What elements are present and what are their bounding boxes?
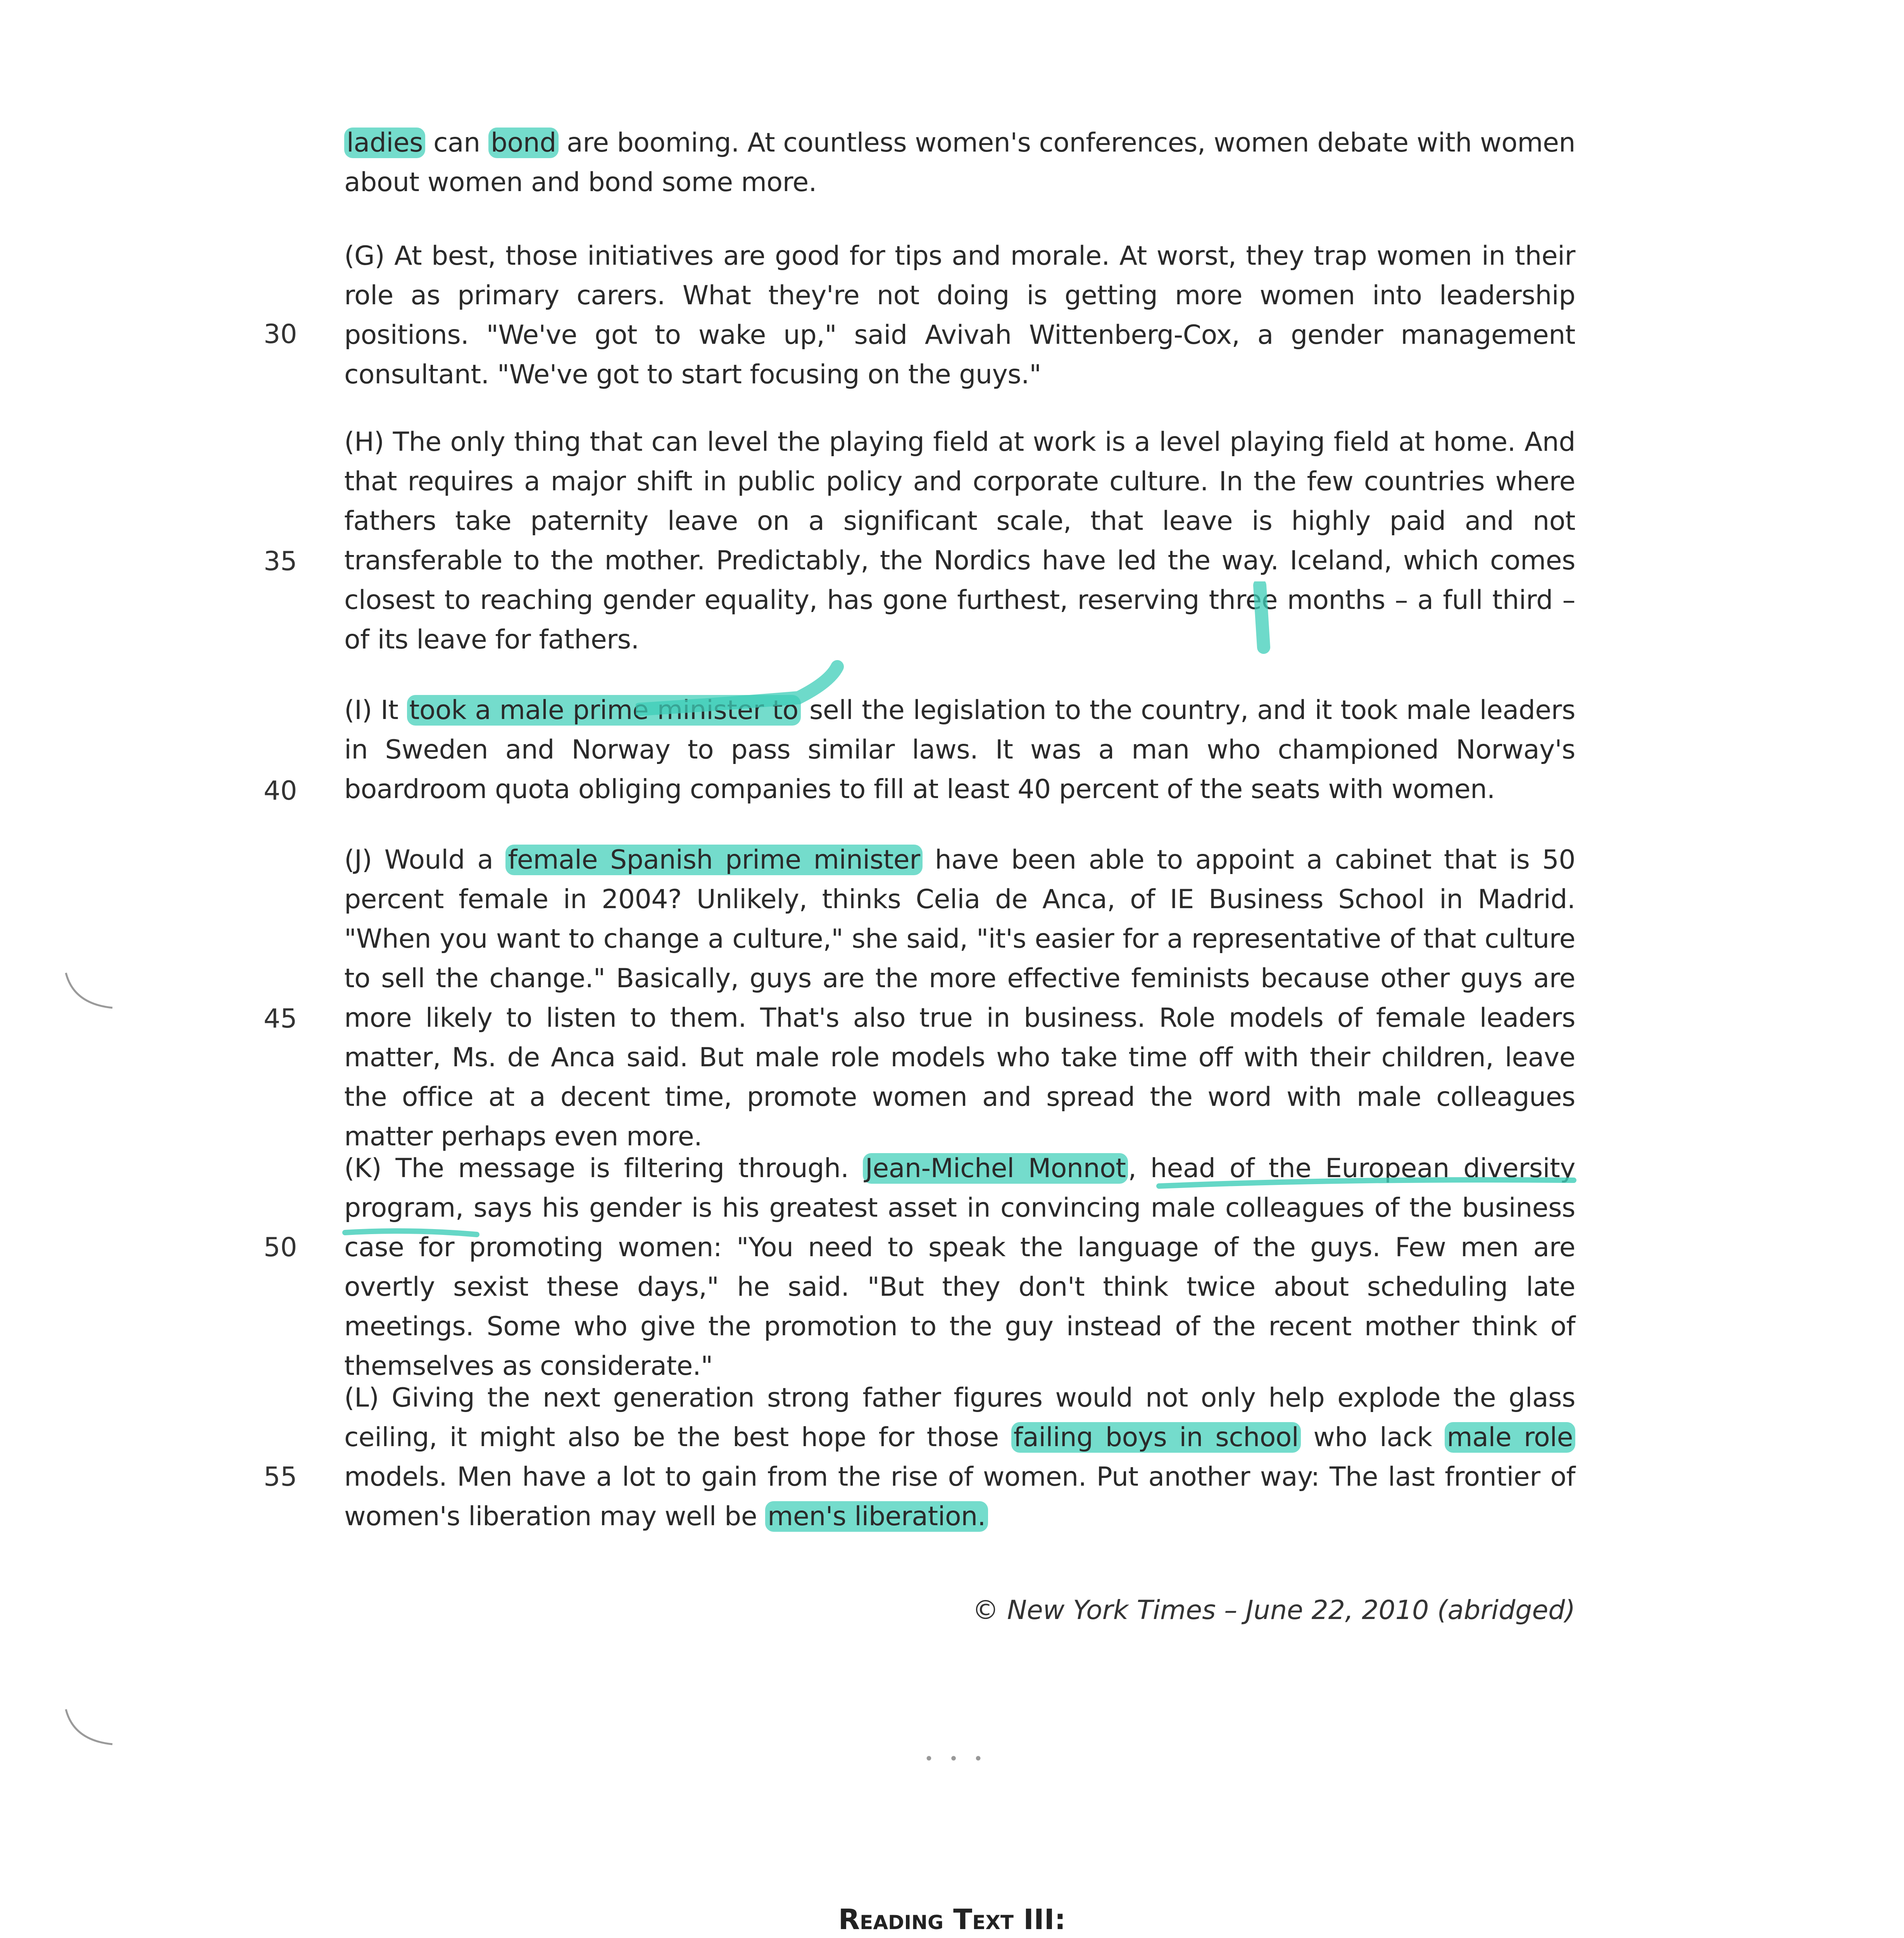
- paragraph-h: (H) The only thing that can level the playing field at work is a level playing field at home. And that requires a major shift in public policy and corporate culture. In the few countries where fathers take paternity leave on a significant scale, that leave is highly paid and not transferable to the mother. Predictably, the Nordics have led the way. Iceland, which comes closest to reaching gender equality, has gone furthest, reserving three months – a full third – of its leave for fathers.: [344, 427, 1575, 655]
- line-number-35: 35: [264, 546, 297, 577]
- text-span: are booming. At countless women's conferences, women debate with women about women and bond some more.: [344, 128, 1576, 198]
- highlight-took-a-male-prime-minister: took a male prime minister to: [407, 695, 801, 726]
- section-separator-dots: •••: [924, 1750, 999, 1768]
- line-number-50: 50: [264, 1232, 297, 1263]
- highlight-jean-michel-monnot: Jean-Michel Monnot: [863, 1153, 1128, 1184]
- text-span: (L) Giving the next generation strong father figures would not only help explode the glass ceiling, it might also be the best hope for those: [344, 1383, 1575, 1453]
- text-span: models. Men have a lot to gain from the rise of women. Put another way: The last frontier of women's liberation may well be: [344, 1462, 1575, 1532]
- paragraph-l: [344, 1378, 1575, 1536]
- line-number-40: 40: [264, 776, 297, 806]
- highlighter-underline-mark: [341, 1225, 481, 1240]
- highlighter-stroke-mark: [636, 659, 853, 721]
- line-number-45: 45: [264, 1003, 297, 1034]
- paragraph-g: (G) At best, those initiatives are good for tips and morale. At worst, they trap women in their role as primary carers. What they're not doing is getting more women into leadership positions. "We've got to wake up," said Avivah Wittenberg-Cox, a gender management consultant. "We've got to start focusing on the guys.": [344, 241, 1575, 390]
- text-span: (J) Would a: [344, 845, 506, 875]
- highlight-female-spanish-prime-minister: female Spanish prime minister: [505, 845, 922, 875]
- paragraph-i: [344, 691, 1575, 809]
- highlight-mens-liberation: men's liberation.: [765, 1501, 988, 1532]
- highlighter-underline-mark: [1155, 1163, 1581, 1194]
- margin-pencil-mark: [58, 969, 120, 1016]
- paragraph-j: [344, 840, 1575, 1157]
- source-citation: © New York Times – June 22, 2010 (abridged): [972, 1595, 1575, 1626]
- highlighter-dash-mark: [1244, 581, 1279, 655]
- line-number-55: 55: [264, 1462, 297, 1492]
- text-span: have been able to appoint a cabinet that is 50 percent female in 2004? Unlikely, thinks Celia de Anca, of IE Business School in Madrid. "When you want to change a culture," she said, "it's easier for a representative of that culture to sell the change." Basically, guys are the more effective feminists because other guys are more likely to listen to them. That's also true in business. Role models of female leaders matter, Ms. de Anca said. But male role models who take time off with their children, leave the office at a decent time, promote women and spread the word with male colleagues matter perhaps even more.: [344, 845, 1575, 1152]
- text-span: (I) It: [344, 695, 407, 726]
- highlight-bond: bond: [488, 128, 559, 158]
- highlight-ladies: ladies: [344, 128, 425, 158]
- line-number-30: 30: [264, 319, 297, 350]
- highlight-male-role: male role: [1445, 1422, 1575, 1453]
- text-span: , head of the European diversity program, says his gender is his greatest asset in convincing male colleagues of the business case for promoting women: "You need to speak the language of the guys. Few men are overtly sexist these days," he said. "But they don't think twice about scheduling late meetings. Some who give the promotion to the guy instead of the recent mother think of themselves as considerate.": [344, 1153, 1576, 1381]
- paragraph-f-end: [344, 123, 1575, 202]
- text-span: can: [425, 128, 488, 158]
- margin-pencil-mark: [58, 1705, 120, 1752]
- highlight-failing-boys-in-school: failing boys in school: [1011, 1422, 1301, 1453]
- reading-text-heading: Reading Text III:: [838, 1903, 1066, 1936]
- text-span: who lack: [1301, 1422, 1445, 1453]
- text-span: (K) The message is filtering through.: [344, 1153, 863, 1184]
- text-span: sell the legislation to the country, and it took male leaders in Sweden and Norway to pass similar laws. It was a man who championed Norway's boardroom quota obliging companies to fill at least 40 percent of the seats with women.: [344, 695, 1575, 805]
